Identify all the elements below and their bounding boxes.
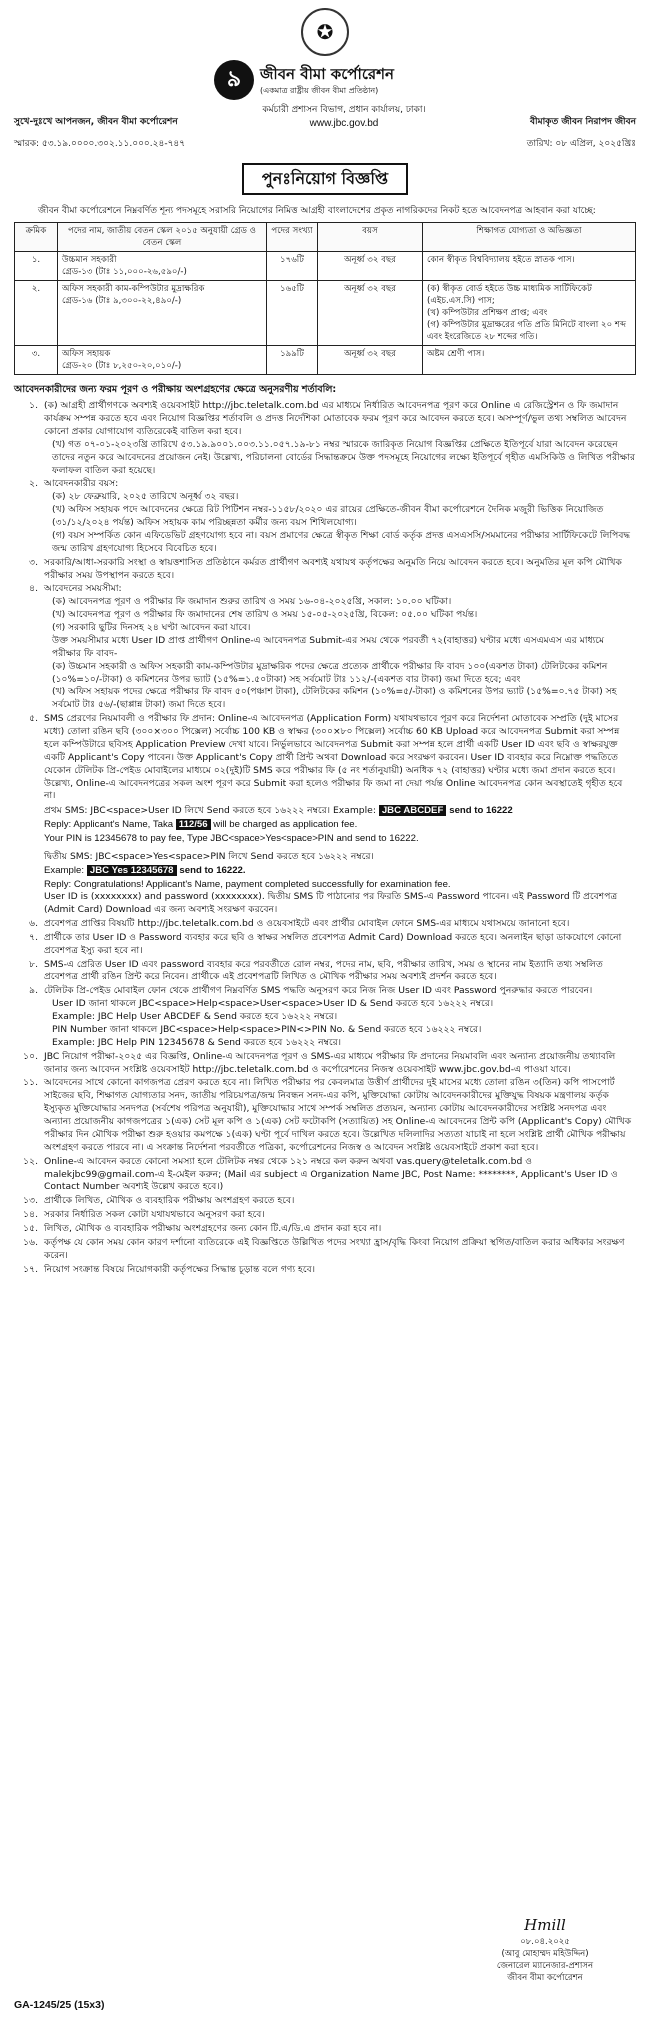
condition-line: (ক) আগ্রহী প্রার্থীগণকে অবশ্যই ওয়েবসাইট http://jbc.teletalk.com.bd এর মাধ্যমে নির্ধারিত আবেদনপত্র পূরণ করে Online এ রেজিস্ট্রেশন ও ফি জমাদান কার্যক্রম সম্পন্ন করতে হবে এবং নিয়োগ বিজ্ঞপ্তির শর্তাবলি ও প্রদত্ত নির্দেশিকা মোতাবেক ফরম পূরণ করে আবেদন করতে হবে। অসম্পূর্ণ/ভুল তথ্য সম্বলিত আবেদন কোনো প্রকার যোগাযোগ ব্যতিরেকেই বাতিল করা হবে।	[44, 400, 627, 437]
condition-line: (খ) আবেদনপত্র পূরণ ও পরীক্ষার ফি জমাদানের শেষ তারিখ ও সময় ১৫-০৫-২০২৫খ্রি, বিকেল: ০৫.০০ ঘটিকা পর্যন্ত।	[52, 609, 478, 621]
condition-item	[14, 1264, 636, 1277]
qualification-line: (ক) স্বীকৃত বোর্ড হইতে উচ্চ মাধ্যমিক সার্টিফিকেট (এইচ.এস.সি) পাস;	[427, 283, 592, 306]
title-wrapper	[14, 163, 636, 195]
condition-line: (ক) উচ্চমান সহকারী ও অফিস সহকারী কাম-কম্পিউটার মুদ্রাক্ষরিক পদের ক্ষেত্রে প্রত্যেক প্রার্থীকে পরীক্ষার ফি বাবদ ১০০(একশত টাকা) টেলিটকের কমিশন (১০%=১০/-টাকা) ও কমিশনের উপর ভ্যাট (১৫%=১.৫০টাকা) সহ সর্বমোট টাঃ ১১২/-(একশত বার টাকা) জমা দিতে হবে; এবং	[52, 660, 608, 685]
row-age: অনূর্ধ্ব ৩২ বছর	[318, 345, 423, 374]
condition-line: (ক) ২৮ ফেব্রুয়ারি, ২০২৫ তারিখে অনূর্ধ্ব ৩২ বছর।	[52, 491, 239, 503]
condition-number: ১০.	[23, 1050, 38, 1062]
qualification-line: (খ) কম্পিউটার প্রশিক্ষণ প্রাপ্ত; এবং	[427, 307, 548, 318]
condition-body	[44, 1077, 636, 1154]
row-serial: ২.	[15, 280, 58, 345]
table-row	[15, 345, 636, 374]
sms-first-example: JBC ABCDEF	[379, 805, 446, 816]
condition-body	[44, 959, 636, 985]
condition-item	[14, 1077, 636, 1154]
condition-number: ১৩.	[23, 1195, 38, 1207]
org-subtitle: (একমাত্র রাষ্ট্রীয় জীবন বীমা প্রতিষ্ঠান)	[260, 85, 379, 95]
row-serial: ১.	[15, 251, 58, 280]
qualification-line: (গ) কম্পিউটার মুদ্রাক্ষরের গতি প্রতি মিনিটে বাংলা ২০ শব্দ এবং ইংরেজিতে ২৮ শব্দের গতি।	[427, 319, 627, 342]
condition-line: সরকারি/আধা-সরকারি সংস্থা ও স্বায়ত্তশাসিত প্রতিষ্ঠানে কর্মরত প্রার্থীগণ অবশ্যই যথাযথ কর্তৃপক্ষের অনুমতি নিয়ে আবেদন করতে হবে। অনুমতির মূল কপি মৌখিক পরীক্ষার সময় উপস্থাপন করতে হবে।	[44, 556, 622, 581]
sms-reply-1	[44, 818, 636, 831]
signature-block	[470, 1915, 620, 1985]
post-grade: গ্রেড-২০ (টাঃ ৮,২৫০-২০,০১০/-)	[62, 360, 182, 371]
condition-line: প্রবেশপত্র প্রাপ্তির বিষয়টি http://jbc.teletalk.com.bd ও ওয়েবসাইটে এবং প্রার্থীর মোবাইল ফোনে SMS-এর মাধ্যমে যথাসময়ে জানানো হবে।	[44, 917, 570, 929]
sms-reply-2-password: User ID is (xxxxxxxx) and password (xxxxxxxx). দ্বিতীয় SMS টি পাঠানোর পর ফিরতি SMS-এ Password পাবেন। এই Password টি প্রবেশপত্র (Admit Card) Download এর জন্য অবশ্যই সংরক্ষণ করবেন।	[44, 891, 618, 916]
condition-item	[14, 1156, 636, 1195]
condition-line: (খ) গত ০৭-০১-২০২৩খ্রি তারিখে ৫৩.১৯.৯০০১.০০৩.১১.০৫৭.১৯-৮১ নম্বর স্মারকে জারিকৃত নিয়োগ বিজ্ঞপ্তির প্রেক্ষিতে ইতিপূর্বে যারা আবেদন করেছেন তাদের নতুন করে আবেদনের প্রয়োজন নেই। উল্লেখ্য, পরিচালনা বোর্ডের সিদ্ধান্তক্রমে উক্ত পদসমূহে নিয়োগের লক্ষ্যে ইতিপূর্বে গৃহীত এমসিকিউ ও লিখিত পরীক্ষার ফলাফল বাতিল করা হয়েছে।	[52, 438, 636, 476]
condition-body	[44, 1051, 636, 1077]
condition-line: Online-এ আবেদন করতে কোনো সমস্যা হলে টেলিটক নম্বর থেকে ১২১ নম্বরে কল করুন অথবা vas.query@teletalk.com.bd ও malekjbc99@gmail.com-এ ই-মেইল করুন; (Mail এর subject এ Organization Name JBC, Post Name: ********, Applicant's User ID ও Contact Number অবশ্যই উল্লেখ করতে হবে।)	[44, 1155, 618, 1193]
row-qualification	[423, 345, 636, 374]
sms-first-tail: send to 16222	[449, 805, 513, 817]
condition-number: ৪.	[29, 583, 38, 595]
condition-line: SMS-এ প্রেরিত User ID এবং password ব্যবহার করে পরবর্তীতে রোল নম্বর, পদের নাম, ছবি, পরীক্ষার তারিখ, সময় ও স্থানের নাম ইত্যাদি তথ্য সম্বলিত প্রবেশপত্র প্রার্থী রঙিন প্রিন্ট করে নিবেন। প্রার্থীকে এই প্রবেশপত্রটি লিখিত ও মৌখিক পরীক্ষার সময় অবশ্যই প্রদর্শন করতে হবে।	[44, 958, 603, 983]
condition-item	[14, 1209, 636, 1222]
condition-item	[14, 400, 636, 477]
condition-item	[14, 1051, 636, 1077]
condition-line: (গ) সরকারি ছুটির দিনসহ ২৪ ঘণ্টা আবেদন করা যাবে।	[52, 622, 251, 634]
col-serial: ক্রমিক	[15, 222, 58, 251]
table-row	[15, 280, 636, 345]
condition-line: কর্তৃপক্ষ যে কোন সময় কোন কারণ দর্শানো ব্যতিরেকে এই বিজ্ঞপ্তিতে উল্লিখিত পদের সংখ্যা হ্রাস/বৃদ্ধি কিংবা নিয়োগ প্রক্রিয়া স্থগিত/বাতিল করার অধিকার সংরক্ষণ করেন।	[44, 1236, 625, 1261]
condition-line: আবেদনকারীর বয়স:	[44, 478, 119, 490]
slogan-left: সুখে-দুঃখে আপনজন, জীবন বীমা কর্পোরেশন	[14, 117, 178, 127]
notice-title: পুনঃনিয়োগ বিজ্ঞপ্তি	[242, 163, 408, 195]
conditions-heading: আবেদনকারীদের জন্য ফরম পূরণ ও পরীক্ষায় অংশগ্রহণের ক্ষেত্রে অনুসরণীয় শর্তাবলি:	[14, 383, 337, 395]
signatory-name: (আবু মোহাম্মদ মহিউদ্দিন)	[501, 1949, 589, 1960]
condition-body	[44, 1264, 636, 1277]
condition-item	[14, 918, 636, 931]
condition-body	[44, 583, 636, 712]
condition-item	[14, 985, 636, 1049]
row-qualification	[423, 251, 636, 280]
condition-number: ১.	[29, 400, 38, 412]
condition-number: ১৭.	[23, 1263, 38, 1275]
memo-number: স্মারক: ৫৩.১৯.০০০০.৩০২.১১.০০০.২৪-৭৪৭	[14, 139, 186, 149]
sms-reply-1-b: will be charged as application fee.	[213, 819, 358, 831]
condition-body	[44, 557, 636, 583]
government-emblem-icon: ✪	[301, 8, 349, 56]
condition-body	[44, 1223, 636, 1236]
condition-body	[44, 1209, 636, 1222]
website-link[interactable]: www.jbc.gov.bd	[309, 117, 379, 129]
sms-second-line: দ্বিতীয় SMS: JBC<space>Yes<space>PIN লিখে Send করতে হবে ১৬২২২ নম্বরে।	[44, 851, 374, 863]
sms-reply-2: Reply: Congratulations! Applicant's Name, payment completed successfully for examination fee.	[44, 878, 451, 890]
sms-reply-1-a: Reply: Applicant's Name, Taka	[44, 819, 174, 831]
condition-body	[44, 932, 636, 958]
org-logo-block	[214, 60, 394, 100]
condition-number: ৩.	[29, 556, 38, 568]
row-count: ১৯৯টি	[267, 345, 318, 374]
condition-number: ২.	[29, 478, 38, 490]
sms-first-line	[44, 804, 636, 818]
condition-body	[44, 918, 636, 931]
sms-second-example-line	[44, 864, 636, 878]
condition-line: Example: JBC Help PIN 12345678 & Send করতে হবে ১৬২২২ নম্বরে।	[52, 1036, 342, 1048]
condition-number: ১২.	[23, 1155, 38, 1167]
condition-item	[14, 478, 636, 555]
condition-line: SMS প্রেরণের নিয়মাবলী ও পরীক্ষার ফি প্রদান: Online-এ আবেদনপত্র (Application Form) যথাযথভাবে পূরণ করে নির্দেশনা মোতাবেক সম্প্রতি (দুই মাসের মধ্যে) তোলা রঙিন ছবি (৩০০×৩০০ পিক্সেল) সর্বোচ্চ 100 KB ও স্বাক্ষর (৩০০×৮০ পিক্সেল) সর্বোচ্চ 60 KB Upload করে আবেদনপত্র Submit করা সম্পন্ন হলে কম্পিউটারে ছবিসহ Application Preview দেখা যাবে। নির্ভুলভাবে আবেদনপত্র Submit করা সম্পন্ন হলে প্রার্থী একটি User ID এবং ছবি ও স্বাক্ষরযুক্ত একটি Applicant's Copy পাবেন। উক্ত Applicant's Copy প্রার্থী প্রিন্ট অথবা Download করে সংরক্ষণ করবেন। User ID ব্যবহার করে নিম্নোক্ত পদ্ধতিতে যেকোন টেলিটক প্রি-পেইড মোবাইলের মাধ্যমে ০২(দুই)টি SMS করে পরীক্ষার ফি (৫ নং শর্তানুযায়ী) অনধিক ৭২ (বাহাত্তর) ঘণ্টার মধ্যে জমা প্রদান করতে হবে। উল্লেখ্য, Online-এ আবেদনপত্রের সকল অংশ পূরণ করে Submit করা হলেও পরীক্ষার ফি জমা না দেয়া পর্যন্ত Online আবেদনপত্র কোন অবস্থাতেই গৃহীত হবে না।	[44, 713, 623, 802]
sms-first-label: প্রথম SMS: JBC<space>User ID লিখে Send করতে হবে ১৬২২২ নম্বরে। Example:	[44, 805, 376, 817]
header-center	[214, 104, 474, 131]
row-post	[58, 280, 267, 345]
condition-line: লিখিত, মৌখিক ও ব্যবহারিক পরীক্ষায় অংশগ্রহণের জন্য কোন টি.এ/ডি.এ প্রদান করা হবে না।	[44, 1223, 382, 1235]
col-post: পদের নাম, জাতীয় বেতন স্কেল ২০১৫ অনুযায়ী গ্রেড ও বেতন স্কেল	[58, 222, 267, 251]
condition-line: আবেদনের সময়সীমা:	[44, 583, 122, 595]
col-count: পদের সংখ্যা	[267, 222, 318, 251]
sms-second-ex-label: Example:	[44, 864, 84, 876]
condition-number: ১৫.	[23, 1223, 38, 1235]
slogan-right: বীমাকৃত জীবন নিরাপদ জীবন	[529, 117, 636, 127]
condition-number: ১১.	[23, 1077, 38, 1089]
sms-reply-1-fee: 112/56	[176, 819, 211, 830]
condition-body	[44, 1237, 636, 1263]
condition-item	[14, 1195, 636, 1208]
condition-item	[14, 932, 636, 958]
post-name: অফিস সহকারী কাম-কম্পিউটার মুদ্রাক্ষরিক	[62, 283, 205, 294]
row-post	[58, 345, 267, 374]
condition-line: টেলিটক প্রি-পেইড মোবাইল ফোন থেকে প্রার্থীগণ নিম্নবর্ণিত SMS পদ্ধতি অনুসরণ করে নিজ নিজ User ID এবং Password পুনরুদ্ধার করতে পারবেন।	[44, 985, 593, 997]
posts-table	[14, 222, 636, 375]
row-age: অনূর্ধ্ব ৩২ বছর	[318, 280, 423, 345]
reference-line	[14, 138, 636, 151]
condition-line: প্রার্থীকে লিখিত, মৌখিক ও ব্যবহারিক পরীক্ষায় অংশগ্রহণ করতে হবে।	[44, 1195, 295, 1207]
condition-item	[14, 557, 636, 583]
condition-line: User ID জানা থাকলে JBC<space>Help<space>User<space>User ID & Send করতে হবে ১৬২২২ নম্বরে।	[52, 998, 494, 1010]
qualification-line: অষ্টম শ্রেণী পাস।	[427, 348, 485, 359]
conditions-list	[14, 400, 636, 803]
condition-number: ৯.	[29, 985, 38, 997]
signature-date: ০৮.০৪.২০২৫	[520, 1937, 570, 1948]
row-count: ১৭৬টি	[267, 251, 318, 280]
condition-line: PIN Number জানা থাকলে JBC<space>Help<space>PIN<>PIN No. & Send করতে হবে ১৬২২২ নম্বরে।	[52, 1023, 482, 1035]
signatory-designation: জেনারেল ম্যানেজার-প্রশাসন	[496, 1961, 594, 1972]
org-name: জীবন বীমা কর্পোরেশন	[260, 64, 394, 83]
qualification-line: কোন স্বীকৃত বিশ্ববিদ্যালয় হইতে স্নাতক পাস।	[427, 254, 575, 265]
sms-second-example: JBC Yes 12345678	[87, 865, 177, 876]
condition-item	[14, 1237, 636, 1263]
col-qualification: শিক্ষাগত যোগ্যতা ও অভিজ্ঞতা	[423, 222, 636, 251]
row-qualification	[423, 280, 636, 345]
condition-body	[44, 1195, 636, 1208]
notice-date: তারিখ: ০৮ এপ্রিল, ২০২৫খ্রিঃ	[526, 139, 636, 149]
table-header-row	[15, 222, 636, 251]
condition-line: (গ) বয়স সম্পর্কিত কোন এফিডেভিট গ্রহণযোগ্য হবে না। বয়স প্রমাণের ক্ষেত্রে স্বীকৃত শিক্ষা বোর্ড কর্তৃক প্রদত্ত এসএসসি/সমমানের পরীক্ষার সার্টিফিকেটে লিপিবদ্ধ জন্ম তারিখ গ্রহণযোগ্য হিসেবে বিবেচিত হবে।	[52, 529, 631, 554]
condition-line: নিয়োগ সংক্রান্ত বিষয়ে নিয়োগকারী কর্তৃপক্ষের সিদ্ধান্ত চূড়ান্ত বলে গণ্য হবে।	[44, 1263, 315, 1275]
conditions-list-2	[14, 918, 636, 1277]
row-count: ১৬৫টি	[267, 280, 318, 345]
condition-line: আবেদনের সাথে কোনো কাগজপত্র প্রেরণ করতে হবে না। লিখিত পরীক্ষার পর কেবলমাত্র উত্তীর্ণ প্রার্থীদের দুই মাসের মধ্যে তোলা রঙিন ৩(তিন) কপি পাসপোর্ট সাইজের ছবি, শিক্ষাগত যোগ্যতার সনদ, জাতীয় পরিচয়পত্র/জন্ম নিবন্ধন সনদ-এর কপি, মুক্তিযোদ্ধা কোটায় আবেদনকারীদের মুক্তিযুদ্ধ বিষয়ক মন্ত্রণালয় কর্তৃক ইস্যুকৃত মুক্তিযোদ্ধার সনদপত্র (সর্বশেষ পরিপত্র অনুযায়ী), মুক্তিযোদ্ধার সাথে সম্পর্ক সম্বলিত প্রত্যয়ন, অন্যান্য কোটায় আবেদনকারীদের সংশ্লিষ্ট সনদপত্র এবং অন্যান্য প্রয়োজনীয় কাগজপত্রের ১(এক) সেট মূল কপি ও ১(এক) সেট ফটোকপি (সত্যায়িত) সহ Online-এ আবেদনের প্রিন্ট কপি (Applicant's Copy) মৌখিক পরীক্ষার দিন মৌখিক পরীক্ষা শুরু হওয়ার কমপক্ষে ১(এক) ঘণ্টা পূর্বে দাখিল করতে হবে। উল্লেখিত দলিলাদির সত্যতা যাচাই না হলে সংশ্লিষ্ট প্রার্থী মৌখিক পরীক্ষায় অংশগ্রহণ করতে পারবে না। এ সংক্রান্ত নির্দেশনা পরবর্তীতে পত্রিকা, কর্পোরেশনের নিজস্ব ও আবেদন সংশ্লিষ্ট ওয়েবসাইটে প্রকাশ করা হবে।	[44, 1077, 632, 1153]
condition-item	[14, 713, 636, 803]
condition-body	[44, 985, 636, 1049]
condition-number: ১৪.	[23, 1209, 38, 1221]
sms-instructions	[14, 804, 636, 917]
sms-reply-1-pin: Your PIN is 12345678 to pay fee, Type JBC<space>Yes<space>PIN and send to 16222.	[44, 832, 419, 844]
condition-line: উক্ত সময়সীমার মধ্যে User ID প্রাপ্ত প্রার্থীগণ Online-এ আবেদনপত্র Submit-এর সময় থেকে পরবর্তী ৭২(বাহাত্তর) ঘণ্টার মধ্যে এসএমএস এর মাধ্যমে পরীক্ষার ফি বাবদ-	[52, 634, 605, 659]
signature-scribble: Hmill	[524, 1916, 566, 1935]
condition-number: ৮.	[29, 958, 38, 970]
ad-code: GA-1245/25 (15x3)	[14, 1999, 105, 2012]
table-row	[15, 251, 636, 280]
condition-body	[44, 713, 636, 803]
condition-line: সরকার নির্ধারিত সকল কোটা যথাযথভাবে অনুসরণ করা হবে।	[44, 1209, 265, 1221]
col-age: বয়স	[318, 222, 423, 251]
post-grade: গ্রেড-১৬ (টাঃ ৯,৩০০-২২,৪৯০/-)	[62, 295, 182, 306]
condition-item	[14, 583, 636, 712]
post-name: উচ্চমান সহকারী	[62, 254, 117, 265]
condition-line: প্রার্থীকে তার User ID ও Password ব্যবহার করে ছবি ও স্বাক্ষর সম্বলিত প্রবেশপত্র Admit Card) Download করতে হবে। অনলাইন ছাড়া ডাকযোগে কোনো প্রবেশপত্র ইস্যু করা হবে না।	[44, 931, 622, 956]
condition-number: ৬.	[29, 917, 38, 929]
condition-item	[14, 959, 636, 985]
condition-line: (ক) আবেদনপত্র পূরণ ও পরীক্ষার ফি জমাদান শুরুর তারিখ ও সময় ১৬-০৪-২০২৫খ্রি, সকাল: ১০.০০ ঘটিকা।	[52, 596, 452, 608]
jbc-logo-icon: ৯	[214, 60, 254, 100]
row-serial: ৩.	[15, 345, 58, 374]
letterhead	[14, 60, 636, 134]
post-grade: গ্রেড-১৩ (টাঃ ১১,০০০-২৬,৫৯০/-)	[62, 266, 187, 277]
department-name: কর্মচারী প্রশাসন বিভাগ, প্রধান কার্যালয়, ঢাকা।	[262, 105, 426, 115]
intro-text: জীবন বীমা কর্পোরেশনে নিম্নবর্ণিত শূন্য পদসমূহে সরাসরি নিয়োগের নিমিত্ত আগ্রহী বাংলাদেশের প্রকৃত নাগরিকদের নিকট হতে আবেদনপত্র আহবান করা যাচ্ছে:	[38, 205, 596, 216]
signatory-org: জীবন বীমা কর্পোরেশন	[507, 1973, 583, 1984]
condition-item	[14, 1223, 636, 1236]
condition-line: Example: JBC Help User ABCDEF & Send করতে হবে ১৬২২২ নম্বরে।	[52, 1011, 338, 1023]
row-age: অনূর্ধ্ব ৩২ বছর	[318, 251, 423, 280]
condition-number: ৫.	[29, 713, 38, 725]
post-name: অফিস সহায়ক	[62, 348, 111, 359]
sms-second-tail: send to 16222.	[179, 864, 246, 876]
condition-body	[44, 478, 636, 555]
condition-body	[44, 400, 636, 477]
condition-number: ৭.	[29, 931, 38, 943]
row-post	[58, 251, 267, 280]
condition-line: (খ) অফিস সহায়ক পদের ক্ষেত্রে পরীক্ষার ফি বাবদ ৫০(পঞ্চাশ টাকা), টেলিটকের কমিশন (১০%=৫/-টাকা) ও কমিশনের উপর ভ্যাট (১৫%=০.৭৫ টাকা) সহ সর্বমোট টাঃ ৫৬/-(ছাপ্পান্ন টাকা) জমা দিতে হবে।	[52, 686, 617, 711]
condition-body	[44, 1156, 636, 1195]
condition-line: (খ) অফিস সহায়ক পদে আবেদনের ক্ষেত্রে রিট পিটিশন নম্বর-১১৫৮/২০২০ এর রায়ের প্রেক্ষিতে-জীবন বীমা কর্পোরেশনে দৈনিক মজুরী ভিত্তিক নিয়োজিত (৩১/১২/২০২৪ পর্যন্ত) অফিস সহায়ক কাম পরিচ্ছন্নতা কর্মীর জন্য বয়স শিথিলযোগ্য।	[52, 504, 604, 529]
condition-number: ১৬.	[23, 1236, 38, 1248]
condition-line: JBC নিয়োগ পরীক্ষা-২০২৫ এর বিজ্ঞপ্তি, Online-এ আবেদনপত্র পূরণ ও SMS-এর মাধ্যমে পরীক্ষার ফি প্রদানের নিয়মাবলি এবং অন্যান্য প্রয়োজনীয় তথ্যাবলি জানার জন্য আবেদন সংশ্লিষ্ট ওয়েবসাইট http://jbc.teletalk.com.bd ও কর্পোরেশনের নিজস্ব ওয়েবসাইট www.jbc.gov.bd-এ পাওয়া যাবে।	[44, 1050, 616, 1075]
